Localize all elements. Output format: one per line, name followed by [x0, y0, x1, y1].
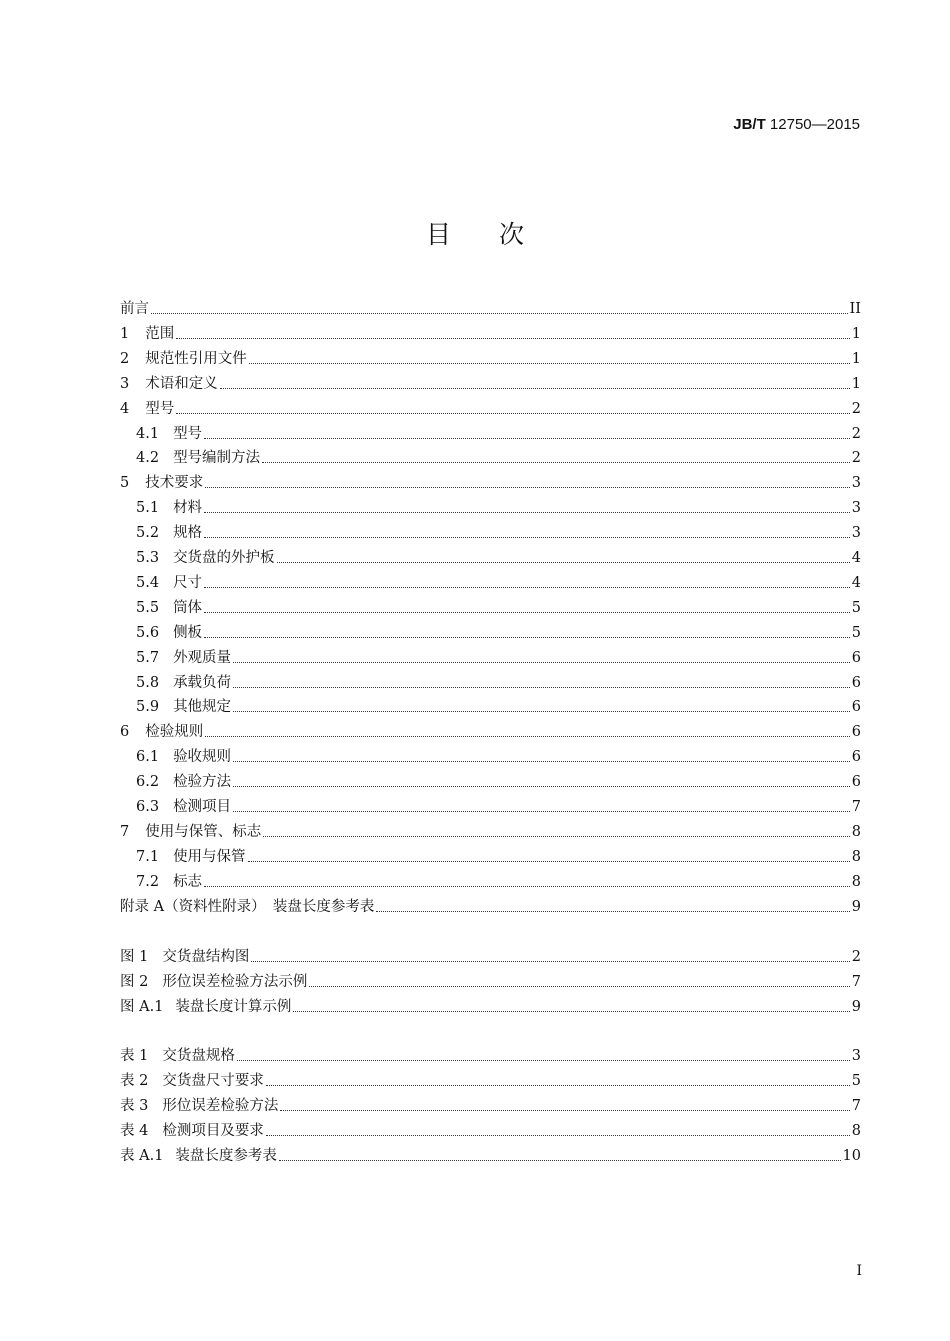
toc-entry-page: 8	[851, 848, 861, 865]
toc-entry-number: 6.3	[136, 799, 160, 815]
title-left-char: 目	[425, 220, 451, 249]
toc-entry-label	[120, 549, 275, 567]
toc-entry-text: 检测项目	[173, 799, 232, 815]
leader-dots	[249, 362, 850, 364]
toc-entry[interactable]	[120, 346, 861, 368]
toc-entry[interactable]	[120, 869, 861, 891]
toc-entry[interactable]	[120, 944, 861, 966]
toc-entry-label	[120, 474, 203, 492]
leader-dots	[309, 985, 849, 987]
toc-entry[interactable]	[120, 421, 861, 443]
toc-entry[interactable]	[120, 994, 861, 1016]
toc-entry-text: 标志	[173, 873, 203, 890]
toc-entry-text: 侧板	[173, 624, 203, 641]
toc-entry-text: 验收规则	[173, 749, 232, 766]
leader-dots	[176, 412, 850, 414]
toc-entry-label	[120, 449, 260, 467]
toc-entry-label	[120, 499, 202, 517]
toc-entry-number: 3	[120, 375, 130, 392]
toc-entry-text: 检验方法	[173, 774, 232, 791]
toc-entry[interactable]	[120, 794, 861, 816]
toc-entry-label	[120, 698, 231, 716]
toc-entry[interactable]	[120, 1093, 861, 1115]
toc-entry-text: 装盘长度参考表	[175, 1147, 277, 1164]
toc-entry[interactable]	[120, 595, 861, 617]
toc-entry-label	[120, 350, 247, 368]
toc-entry-text: 其他规定	[173, 699, 232, 716]
toc-entry-number: 7	[120, 823, 130, 840]
toc-entry-page: 4	[851, 550, 861, 566]
toc-entry-text: 尺寸	[173, 574, 203, 591]
toc-entry-text: 交货盘的外护板	[173, 550, 275, 566]
leader-dots	[151, 312, 848, 314]
toc-entry-label	[120, 674, 231, 692]
leader-dots	[233, 810, 850, 812]
leader-dots	[251, 960, 849, 962]
toc-entry[interactable]	[120, 694, 861, 716]
toc-entry-page: 8	[851, 823, 861, 840]
toc-entry-number: 6.2	[136, 774, 160, 791]
leader-dots	[204, 611, 850, 613]
leader-dots	[204, 636, 850, 638]
toc-entry[interactable]	[120, 744, 861, 766]
toc-entry-text: 承载负荷	[173, 674, 232, 691]
toc-entry-text: 交货盘规格	[162, 1048, 235, 1064]
leader-dots	[220, 387, 850, 389]
toc-entry-label	[120, 848, 246, 866]
toc-entry-label	[120, 1122, 264, 1140]
leader-dots	[233, 686, 850, 688]
toc-entry-text: 技术要求	[145, 475, 204, 492]
toc-entry-page: 3	[851, 500, 861, 517]
toc-entry[interactable]	[120, 545, 861, 567]
toc-entry[interactable]	[120, 769, 861, 791]
toc-entry-number: 图 A.1	[120, 998, 164, 1015]
toc-entry[interactable]	[120, 1143, 861, 1165]
toc-entry-text: 型号	[145, 400, 175, 417]
toc-entry[interactable]	[120, 371, 861, 393]
toc-entry[interactable]	[120, 894, 861, 916]
leader-dots	[204, 536, 850, 538]
toc-entry-page: 3	[851, 525, 861, 542]
toc-entry[interactable]	[120, 620, 861, 642]
toc-entry-page: 7	[851, 1097, 861, 1114]
toc-entry-page: 6	[851, 774, 861, 791]
leader-dots	[233, 661, 850, 663]
toc-entry[interactable]	[120, 969, 861, 991]
toc-entry-page: 2	[851, 949, 861, 965]
toc-entry-number: 5	[120, 475, 130, 492]
leader-dots	[233, 785, 850, 787]
leader-dots	[263, 835, 850, 837]
leader-dots	[204, 885, 850, 887]
toc-entry-number: 表 1	[120, 1048, 149, 1064]
toc-entry-text: 术语和定义	[145, 375, 218, 392]
toc-entry-label	[120, 599, 202, 617]
toc-entry-number: 表 4	[120, 1122, 149, 1139]
toc-entry-text: 交货盘尺寸要求	[162, 1072, 264, 1089]
toc-entry-text: 使用与保管	[173, 848, 246, 865]
toc-entry-number: 5.8	[136, 674, 160, 691]
leader-dots	[277, 561, 850, 563]
toc-entry[interactable]	[120, 819, 861, 841]
toc-entry-number: 6	[120, 724, 130, 741]
toc-entry-label	[120, 1072, 264, 1090]
toc-entry-label	[120, 723, 203, 741]
toc-entry-label	[120, 998, 291, 1016]
toc-entry[interactable]	[120, 1118, 861, 1140]
leader-dots	[205, 486, 850, 488]
toc-entry-text: 前言	[120, 301, 149, 317]
toc-entry-label	[120, 873, 202, 891]
toc-entry-page: 9	[851, 998, 861, 1015]
toc-entry-text: 交货盘结构图	[162, 949, 250, 965]
toc-entry[interactable]	[120, 296, 861, 318]
leader-dots	[204, 437, 850, 439]
toc-entry-text: 装盘长度计算示例	[175, 998, 292, 1015]
toc-entry-label	[120, 400, 174, 418]
toc-entry[interactable]	[120, 445, 861, 467]
leader-dots	[233, 760, 850, 762]
toc-entry-page: 1	[851, 375, 861, 392]
leader-dots	[280, 1109, 849, 1111]
toc-entry-page: 6	[851, 649, 861, 666]
toc-entry-number: 5.9	[136, 699, 160, 716]
toc-entry-number: 图 2	[120, 973, 149, 990]
toc-entry-page: 9	[851, 898, 861, 915]
toc-entry-text: 型号	[173, 425, 203, 442]
toc-entry-text: 使用与保管、标志	[145, 823, 262, 840]
leader-dots	[176, 337, 850, 339]
leader-dots	[204, 586, 850, 588]
standard-code: JB/T	[733, 116, 766, 133]
title-right-char: 次	[499, 220, 525, 249]
toc-entry-number: 7.2	[136, 873, 160, 890]
leader-dots	[279, 1159, 841, 1161]
toc-entry-page: 4	[851, 574, 861, 591]
toc-entry-label	[120, 574, 202, 592]
toc-entry[interactable]	[120, 321, 861, 343]
toc-entry-page: II	[849, 301, 861, 317]
page-number: I	[856, 1263, 862, 1279]
toc-entry-number: 2	[120, 350, 130, 367]
toc-entry-number: 表 2	[120, 1072, 149, 1089]
toc-entry-page: 2	[851, 425, 861, 442]
toc-entry-number: 5.2	[136, 525, 160, 542]
toc-entry-page: 2	[851, 450, 861, 467]
toc-entry[interactable]	[120, 570, 861, 592]
toc-entry[interactable]	[120, 670, 861, 692]
toc-entry-page: 6	[851, 699, 861, 716]
leader-dots	[266, 1134, 850, 1136]
toc-entry-page: 6	[851, 724, 861, 741]
standard-number	[733, 116, 860, 133]
leader-dots	[262, 461, 850, 463]
toc-entry-number: 图 1	[120, 949, 149, 965]
toc-entry-label	[120, 948, 249, 966]
toc-entry-label	[120, 300, 149, 318]
toc-entry-label	[120, 325, 174, 343]
leader-dots	[233, 710, 850, 712]
leader-dots	[293, 1010, 849, 1012]
leader-dots	[376, 910, 849, 912]
toc-entry-label	[120, 425, 202, 443]
toc-entry-number: 5.7	[136, 649, 160, 666]
toc-entry[interactable]	[120, 470, 861, 492]
toc-entry-label	[120, 524, 202, 542]
toc-entry-page: 3	[851, 475, 861, 492]
toc-entry-number: 5.4	[136, 574, 160, 591]
toc-entry[interactable]	[120, 520, 861, 542]
toc-entry-page: 7	[851, 799, 861, 815]
toc-entry-label	[120, 898, 374, 916]
toc-entry[interactable]	[120, 396, 861, 418]
toc-entry[interactable]	[120, 719, 861, 741]
toc-entry-label	[120, 1047, 235, 1065]
toc-entry-text: 筒体	[173, 599, 203, 616]
toc-entry-text: 规范性引用文件	[145, 350, 247, 367]
toc-entry-label	[120, 823, 261, 841]
toc-entry-text: 材料	[173, 500, 203, 517]
standard-year: 12750—2015	[765, 116, 860, 133]
toc-entry-page: 1	[851, 325, 861, 342]
toc-entry[interactable]	[120, 495, 861, 517]
toc-entry-page: 5	[851, 1072, 861, 1089]
leader-dots	[237, 1059, 850, 1061]
toc-entry[interactable]	[120, 1068, 861, 1090]
leader-dots	[205, 735, 850, 737]
toc-entry-page: 5	[851, 624, 861, 641]
leader-dots	[204, 511, 850, 513]
toc-entry-number: 4.1	[136, 425, 160, 442]
toc-entry-label	[120, 1097, 278, 1115]
toc-entry-page: 1	[851, 350, 861, 367]
toc-entry-text: 检验规则	[145, 724, 204, 741]
leader-dots	[248, 860, 850, 862]
toc-entry-number: 7.1	[136, 848, 160, 865]
leader-dots	[266, 1084, 850, 1086]
toc-entry-label	[120, 748, 231, 766]
toc-entry-number: 5.3	[136, 550, 160, 566]
toc-entry[interactable]	[120, 645, 861, 667]
toc-entry-number: 5.5	[136, 599, 160, 616]
toc-entry-text: 形位误差检验方法示例	[162, 973, 308, 990]
toc-entry-label	[120, 624, 202, 642]
toc-entry-page: 3	[851, 1048, 861, 1064]
toc-entry-label	[120, 973, 307, 991]
toc-entry-page: 8	[851, 873, 861, 890]
toc-entry-number: 表 3	[120, 1097, 149, 1114]
toc-entry-number: 4.2	[136, 450, 160, 467]
toc-entry-page: 8	[851, 1122, 861, 1139]
toc-entry-page: 10	[842, 1147, 861, 1164]
toc-entry-text: 型号编制方法	[173, 450, 261, 467]
toc-entry-label	[120, 773, 231, 791]
toc-entry-label	[120, 649, 231, 667]
toc-entry-number: 1	[120, 325, 130, 342]
page-title	[0, 215, 950, 251]
toc-entry-text: 检测项目及要求	[162, 1122, 264, 1139]
toc-entry-number: 5.6	[136, 624, 160, 641]
toc-entry-text: 形位误差检验方法	[162, 1097, 279, 1114]
toc-entry-page: 6	[851, 674, 861, 691]
toc-entry-number: 表 A.1	[120, 1147, 164, 1164]
toc-entry-page: 7	[851, 973, 861, 990]
toc-entry-number: 4	[120, 400, 130, 417]
toc-entry-number: 5.1	[136, 500, 160, 517]
toc-entry-text: 附录 A（资料性附录） 装盘长度参考表	[120, 898, 375, 915]
toc-entry-label	[120, 798, 231, 816]
toc-entry-page: 6	[851, 749, 861, 766]
toc-entry-text: 规格	[173, 525, 203, 542]
toc-entry-label	[120, 1147, 277, 1165]
toc-entry[interactable]	[120, 844, 861, 866]
toc-entry-label	[120, 375, 218, 393]
toc-entry[interactable]	[120, 1043, 861, 1065]
toc-entry-page: 5	[851, 599, 861, 616]
toc-entry-text: 范围	[145, 325, 175, 342]
toc-entry-page: 2	[851, 400, 861, 417]
toc-entry-number: 6.1	[136, 749, 160, 766]
toc-entry-text: 外观质量	[173, 649, 232, 666]
